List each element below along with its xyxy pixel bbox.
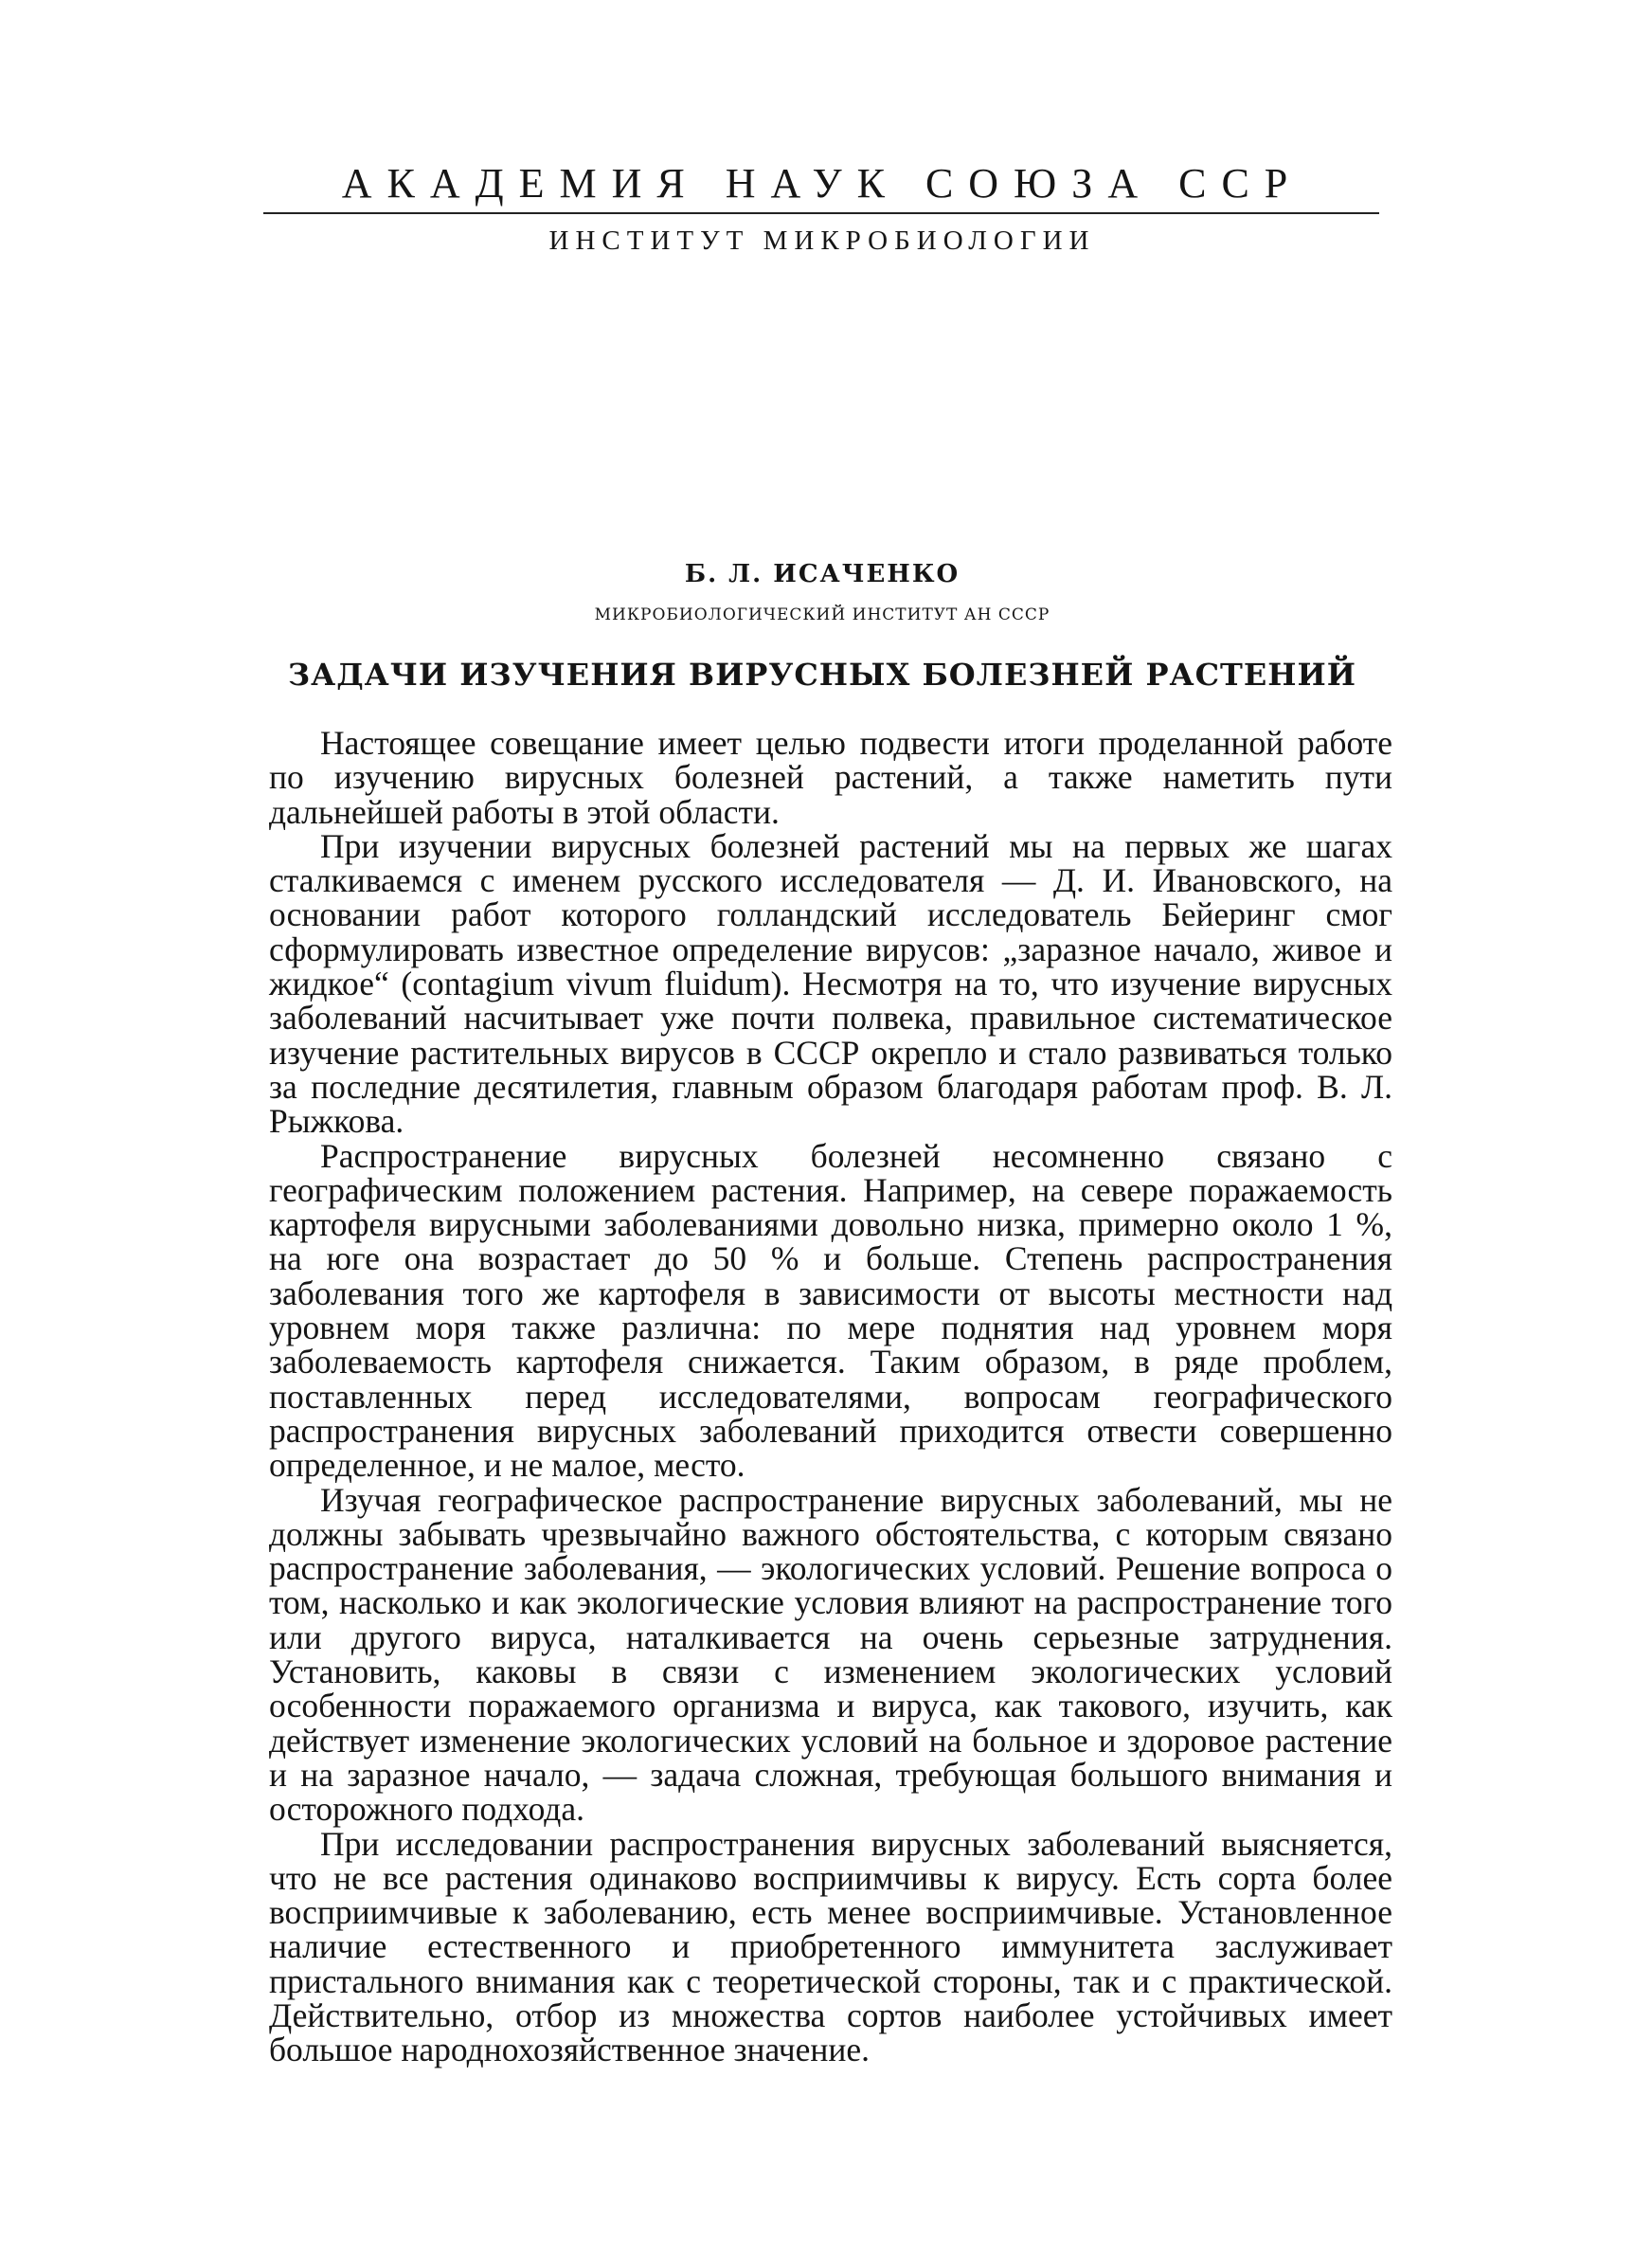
paragraph-3: Распространение вирусных болезней несомненно связано с географическим положением растения. Например, на севере поражаемость картофеля вирусными заболеваниями довольно низка, примерно около 1 %, на юге она возрастает до 50 % и больше. Степень распространения заболевания того же картофеля в зависимости от высоты местности над уровнем моря также различна: по мере поднятия над уровнем моря заболеваемость картофеля снижается. Таким образом, в ряде проблем, поставленных перед исследователями, вопросам географического распространения вирусных заболеваний приходится отвести совершенно определенное, и не малое, место. [269,1136,1392,1485]
article-title: ЗАДАЧИ ИЗУЧЕНИЯ ВИРУСНЫХ БОЛЕЗНЕЙ РАСТЕНИЙ [288,657,1356,693]
institute-subheader: ИНСТИТУТ МИКРОБИОЛОГИИ [548,226,1096,256]
header-divider [263,212,1379,214]
paragraph-1: Настоящее совещание имеет целью подвести итоги проделанной работе по изучению вирусных болезней растений, а также наметить пути дальнейшей работы в этой области. [269,724,1392,831]
academy-header: АКАДЕМИЯ НАУК СОЮЗА ССР [341,160,1303,207]
article-body [269,726,1392,2067]
paragraph-2: При изучении вирусных болезней растений мы на первых же шагах сталкиваемся с именем русского исследователя — Д. И. Ивановского, на основании работ которого голландский исследователь Бейеринг смог сформулировать известное определение вирусов: „заразное начало, живое и жидкое“ (contagium vivum fluidum). Несмотря на то, что изучение вирусных заболеваний насчитывает уже почти полвека, правильное систематическое изучение растительных вирусов в СССР окрепло и стало развиваться только за последние десятилетия, главным образом благодаря работам проф. В. Л. Рыжкова. [269,826,1392,1141]
paragraph-5: При исследовании распространения вирусных заболеваний выясняется, что не все растения одинаково восприимчивы к вирусу. Есть сорта более восприимчивые к заболеванию, есть менее восприимчивые. Установленное наличие естественного и приобретенного иммунитета заслуживает пристального внимания как с теоретической стороны, так и с практической. Действительно, отбор из множества сортов наиболее устойчивых имеет большое народнохозяйственное значение. [269,1824,1392,2069]
paragraph-4: Изучая географическое распространение вирусных заболеваний, мы не должны забывать чрезвычайно важного обстоятельства, с которым связано распространение заболевания, — экологических условий. Решение вопроса о том, насколько и как экологические условия влияют на распространение того или другого вируса, наталкивается на очень серьезные затруднения. Установить, каковы в связи с изменением экологических условий особенности поражаемого организма и вируса, как такового, изучить, как действует изменение экологических условий на больное и здоровое растение и на заразное начало, — задача сложная, требующая большого внимания и осторожного подхода. [269,1480,1392,1829]
author-affiliation: МИКРОБИОЛОГИЧЕСКИЙ ИНСТИТУТ АН СССР [594,605,1050,624]
article-author: Б. Л. ИСАЧЕНКО [684,560,961,588]
